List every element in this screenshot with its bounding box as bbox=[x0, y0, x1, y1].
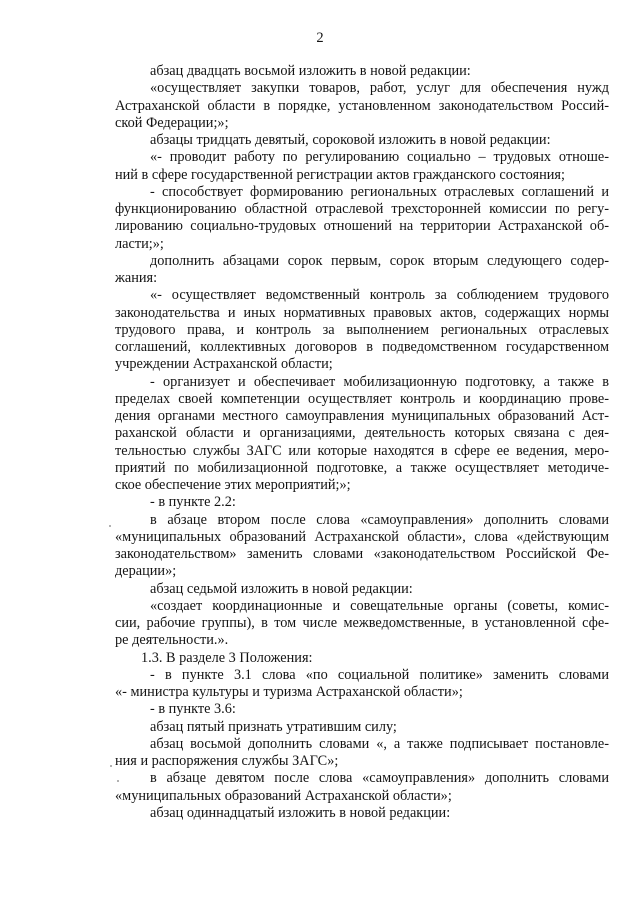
page-number: 2 bbox=[316, 30, 324, 46]
text-line: законодательством» заменить словами «законодательством Российской Фе- bbox=[115, 546, 609, 562]
text-line: «- проводит работу по регулированию социально – трудовых отноше- bbox=[150, 149, 609, 166]
text-line: ний в сфере государственной регистрации актов гражданского состояния; bbox=[115, 166, 565, 183]
text-line: - способствует формированию региональных отраслевых соглашений и bbox=[150, 183, 609, 200]
text-line: трудового права, и контроль за выполнением региональных отраслевых bbox=[115, 321, 609, 338]
text-line: ское обеспечение этих мероприятий;»; bbox=[115, 477, 351, 493]
text-line: тельностью службы ЗАГС или которые находятся в сфере ее ведения, меро- bbox=[115, 442, 609, 459]
text-line: - организует и обеспечивает мобилизационную подготовку, а также в bbox=[150, 373, 609, 390]
text-line: «осуществляет закупки товаров, работ, услуг для обеспечения нужд bbox=[150, 80, 609, 97]
text-line: соглашений, коллективных договоров в подведомственном государственном bbox=[115, 339, 609, 355]
text-line: ласти;»; bbox=[115, 235, 164, 252]
text-line: - в пункте 3.1 слова «по социальной политике» заменить словами bbox=[150, 666, 609, 683]
text-line: абзац седьмой изложить в новой редакции: bbox=[150, 580, 413, 597]
text-line: абзацы тридцать девятый, сороковой изложить в новой редакции: bbox=[150, 132, 551, 148]
text-line: дерации»; bbox=[115, 563, 177, 580]
text-line: «муниципальных образований Астраханской области», слова «действующим bbox=[115, 528, 609, 545]
text-line: в абзаце девятом после слова «самоуправления» дополнить словами bbox=[150, 770, 609, 787]
text-line: учреждении Астраханской области; bbox=[115, 356, 333, 373]
text-line: лированию социально-трудовых отношений на территории Астраханской об- bbox=[115, 218, 609, 235]
document-body bbox=[115, 63, 609, 822]
text-line: «- министра культуры и туризма Астраханской области»; bbox=[115, 684, 463, 700]
text-line: 1.3. В разделе 3 Положения: bbox=[141, 649, 313, 666]
text-line: Астраханской области в порядке, установленном законодательством Россий- bbox=[115, 97, 609, 114]
text-line: - в пункте 3.6: bbox=[150, 701, 236, 718]
scan-speck bbox=[110, 765, 112, 767]
text-line: приятий по мобилизационной подготовке, а также осуществляет методиче- bbox=[115, 459, 609, 476]
text-line: ния и распоряжения службы ЗАГС»; bbox=[115, 753, 339, 769]
text-line: абзац двадцать восьмой изложить в новой редакции: bbox=[150, 63, 471, 79]
text-line: дополнить абзацами сорок первым, сорок вторым следующего содер- bbox=[150, 252, 609, 269]
text-line: дения органами местного самоуправления муниципальных образований Аст- bbox=[115, 408, 609, 424]
text-line: абзац одиннадцатый изложить в новой редакции: bbox=[150, 804, 451, 821]
scan-speck bbox=[117, 780, 119, 782]
text-line: пределах своей компетенции осуществляет контроль и координацию прове- bbox=[115, 390, 609, 407]
text-line: функционированию областной отраслевой трехсторонней комиссии по регу- bbox=[115, 201, 609, 217]
text-line: «создает координационные и совещательные органы (советы, комис- bbox=[150, 597, 609, 614]
text-line: «- осуществляет ведомственный контроль за соблюдением трудового bbox=[150, 287, 609, 304]
text-line: абзац восьмой дополнить словами «, а также подписывает постановле- bbox=[150, 735, 609, 752]
text-line: ской Федерации;»; bbox=[115, 114, 229, 131]
text-line: «муниципальных образований Астраханской области»; bbox=[115, 787, 452, 804]
text-line: ре деятельности.». bbox=[115, 632, 229, 649]
text-line: - в пункте 2.2: bbox=[150, 494, 236, 511]
text-line: абзац пятый признать утратившим силу; bbox=[150, 718, 397, 735]
scan-speck bbox=[109, 525, 111, 527]
text-line: в абзаце втором после слова «самоуправления» дополнить словами bbox=[150, 511, 609, 528]
text-line: законодательства и иных нормативных правовых актов, содержащих нормы bbox=[115, 304, 609, 321]
text-line: раханской области и организациями, деятельность которых связана с дея- bbox=[115, 425, 609, 442]
text-line: сии, рабочие группы), в том числе межведомственные, в установленной сфе- bbox=[115, 615, 609, 631]
text-line: жания: bbox=[115, 270, 158, 286]
